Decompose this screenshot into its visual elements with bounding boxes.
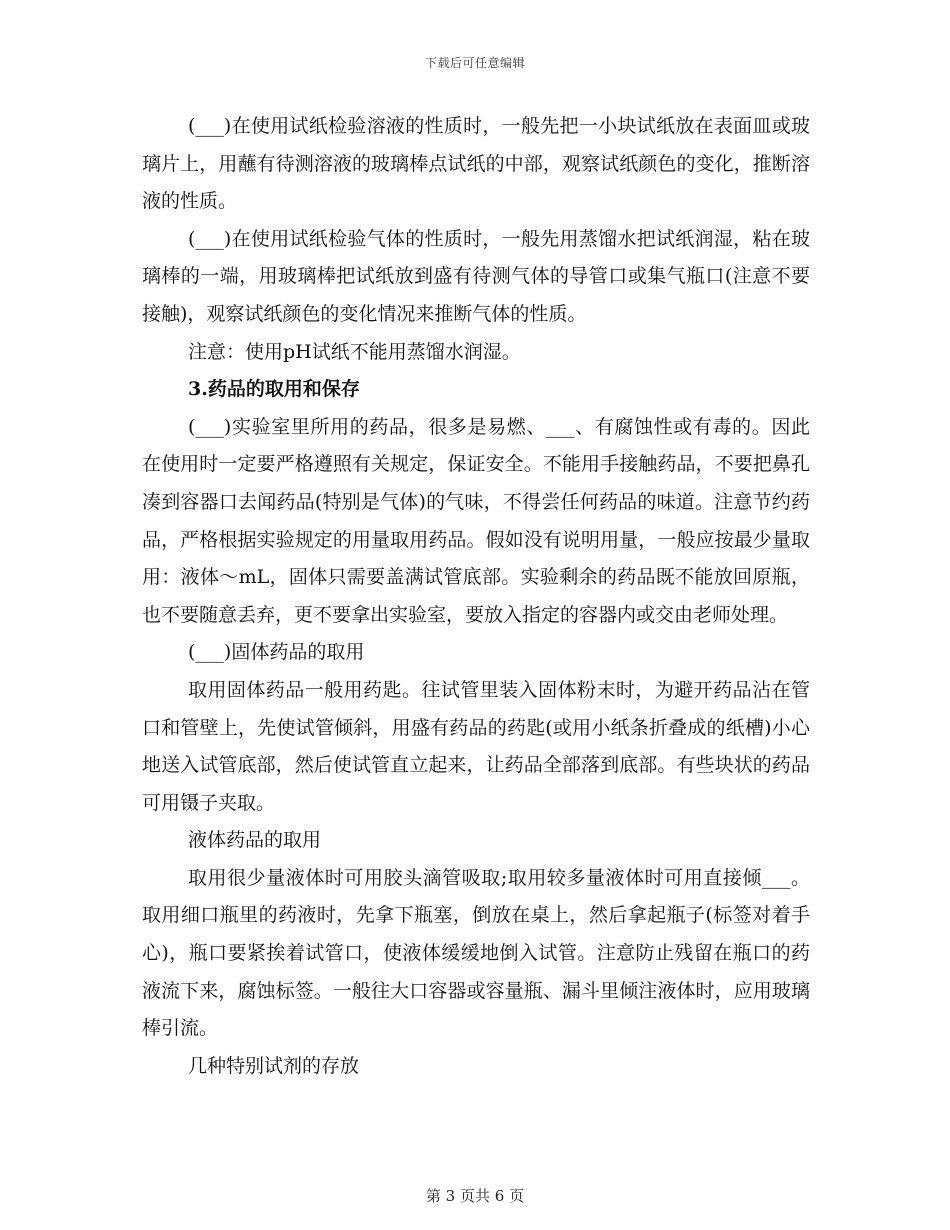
section-heading: 3.药品的取用和保存: [188, 378, 360, 401]
subheading-liquid-reagents: 液体药品的取用: [188, 829, 322, 852]
page-header: 下载后可任意编辑: [424, 56, 525, 70]
paragraph-test-paper-solution: (___)在使用试纸检验溶液的性质时，一般先把一小块试纸放在表面皿或玻璃片上，用蘸有待测溶液的玻璃棒点试纸的中部，观察试纸颜色的变化，推断溶液的性质。: [142, 115, 810, 213]
paragraph-lab-reagents: (___)实验室里所用的药品，很多是易燃、___、有腐蚀性或有毒的。因此在使用时一定要严格遵照有关规定，保证安全。不能用手接触药品，不要把鼻孔凑到容器口去闻药品(特别是气体)的气味，不得尝任何药品的味道。注意节约药品，严格根据实验规定的用量取用药品。假如没有说明用量，一般应按最少量取用：液体～mL，固体只需要盖满试管底部。实验剩余的药品既不能放回原瓶，也不要随意丢弃，更不要拿出实验室，要放入指定的容器内或交由老师处理。: [142, 415, 810, 626]
paragraph-ph-note: 注意：使用pH试纸不能用蒸馏水润湿。: [188, 340, 521, 363]
paragraph-test-paper-gas: (___)在使用试纸检验气体的性质时，一般先用蒸馏水把试纸润湿，粘在玻璃棒的一端，用玻璃棒把试纸放到盛有待测气体的导管口或集气瓶口(注意不要接触)，观察试纸颜色的变化情况来推断气体的性质。: [142, 227, 810, 325]
page-footer: 第 3 页共 6 页: [425, 1187, 525, 1205]
paragraph-solid-reagents: 取用固体药品一般用药匙。往试管里装入固体粉末时，为避开药品沾在管口和管壁上，先使试管倾斜，用盛有药品的药匙(或用小纸条折叠成的纸槽)小心地送入试管底部，然后使试管直立起来，让药品全部落到底部。有些块状的药品可用镊子夹取。: [142, 678, 810, 814]
document-body: [142, 108, 810, 1085]
subheading-special-storage: 几种特别试剂的存放: [188, 1054, 360, 1077]
paragraph-liquid-reagents: 取用很少量液体时可用胶头滴管吸取;取用较多量液体时可用直接倾___。取用细口瓶里的药液时，先拿下瓶塞，倒放在桌上，然后拿起瓶子(标签对着手心)，瓶口要紧挨着试管口，使液体缓缓地倒入试管。注意防止残留在瓶口的药液流下来，腐蚀标签。一般往大口容器或容量瓶、漏斗里倾注液体时，应用玻璃棒引流。: [142, 866, 810, 1040]
subheading-solid-reagents: (___)固体药品的取用: [188, 641, 365, 664]
